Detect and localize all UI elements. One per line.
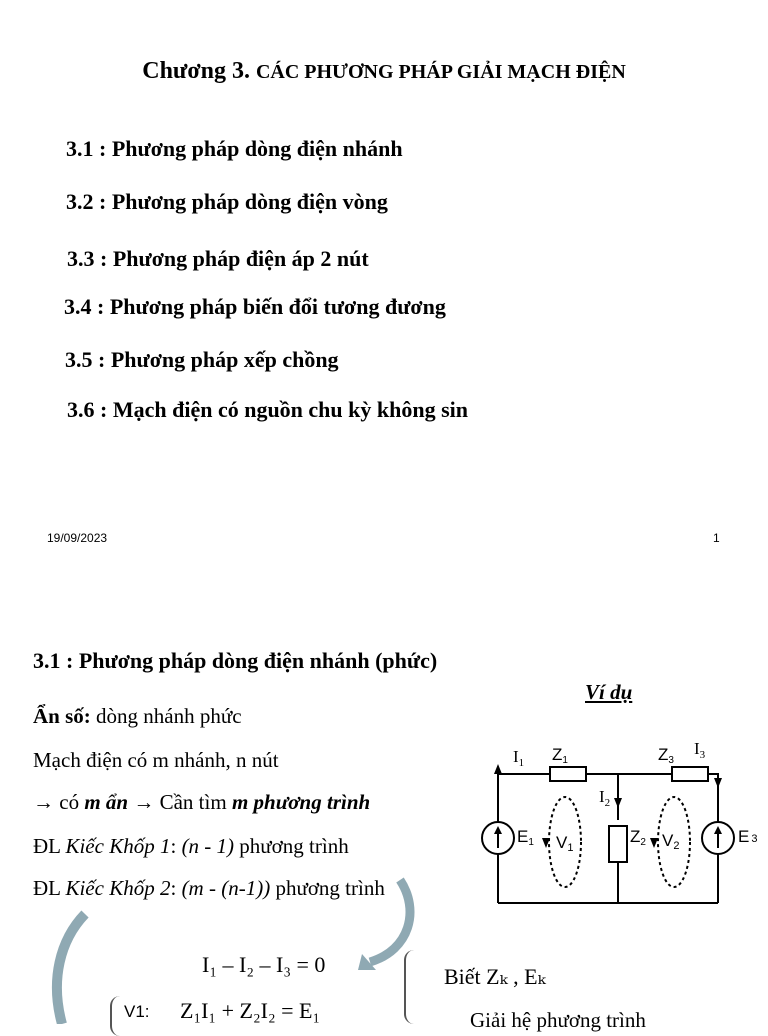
kcl-prefix: ĐL	[33, 834, 61, 858]
label-e3: E 3	[738, 827, 758, 846]
kvl-colon: :	[170, 876, 177, 900]
kvl-suffix: phương trình	[275, 876, 385, 900]
kcl-line	[33, 834, 349, 859]
label-i2: $I_2$	[599, 787, 611, 809]
slide-gap	[0, 560, 768, 600]
toc-item-3-1: 3.1 : Phương pháp dòng điện nhánh	[66, 136, 403, 161]
toc-item-3-3: 3.3 : Phương pháp điện áp 2 nút	[67, 246, 369, 271]
kvl-count: (m - (n-1))	[181, 876, 271, 900]
line3-c: → Cần tìm	[133, 790, 227, 814]
resistor-z1	[550, 767, 586, 781]
toc-item-3-6: 3.6 : Mạch điện có nguồn chu kỳ không sin	[67, 397, 468, 422]
kvl-prefix: ĐL	[33, 876, 61, 900]
label-v2: V2	[662, 831, 680, 852]
known-line	[444, 964, 546, 990]
resistor-z2	[609, 826, 627, 862]
chapter-title	[0, 58, 768, 85]
circuit-diagram	[478, 730, 768, 910]
example-label: Ví dụ	[585, 680, 633, 704]
line3-a: → có	[33, 790, 80, 814]
section-heading: 3.1 : Phương pháp dòng điện nhánh (phức)	[33, 648, 438, 673]
kcl-law: Kiếc Khốp 1	[65, 834, 171, 858]
toc-item-3-2: 3.2 : Phương pháp dòng điện vòng	[66, 189, 388, 214]
label-i3: $I_3$	[694, 739, 706, 761]
resistor-z3	[672, 767, 708, 781]
label-z3: Z3	[658, 745, 674, 766]
slide-date: 19/09/2023	[47, 531, 108, 545]
unknowns-value: dòng nhánh phức	[96, 704, 242, 728]
left-brace	[110, 996, 122, 1036]
equation-count-line	[33, 790, 370, 815]
slide-2	[0, 600, 768, 1032]
label-z1: Z1	[552, 745, 568, 766]
label-i1: $I_1$	[513, 747, 525, 769]
label-z2: Z2	[630, 827, 646, 848]
unknowns-line	[33, 704, 242, 729]
known-text: Biết	[444, 964, 481, 989]
chapter-title-prefix: Chương 3.	[142, 58, 250, 84]
solve-text: Giải hệ phương trình	[470, 1008, 646, 1032]
equation-v1-label: V1:	[124, 1002, 150, 1021]
kcl-colon: :	[170, 834, 177, 858]
kvl-law: Kiếc Khốp 2	[65, 876, 171, 900]
right-brace	[404, 950, 418, 1024]
line3-b: m ẩn	[84, 790, 129, 814]
kcl-suffix: phương trình	[239, 834, 349, 858]
label-v1: V1	[556, 833, 574, 854]
label-e1: E1	[517, 827, 534, 848]
kcl-count: (n - 1)	[181, 834, 235, 858]
toc-item-3-4: 3.4 : Phương pháp biến đổi tương đương	[64, 294, 446, 319]
equation-kvl-v1: Z₁I₁ + Z₂I₂ = E₁	[180, 998, 321, 1023]
toc-item-3-5: 3.5 : Phương pháp xếp chồng	[65, 347, 339, 372]
line3-d: m phương trình	[231, 790, 371, 814]
known-vars: Zₖ , Eₖ	[486, 964, 546, 989]
branches-nodes-line: Mạch điện có m nhánh, n nút	[33, 748, 279, 772]
chapter-title-main: CÁC PHƯƠNG PHÁP GIẢI MẠCH ĐIỆN	[255, 61, 626, 83]
equation-kcl: I₁ – I₂ – I₃ = 0	[202, 952, 326, 977]
unknowns-label: Ẩn số:	[33, 704, 91, 728]
slide-page-number: 1	[713, 531, 720, 545]
